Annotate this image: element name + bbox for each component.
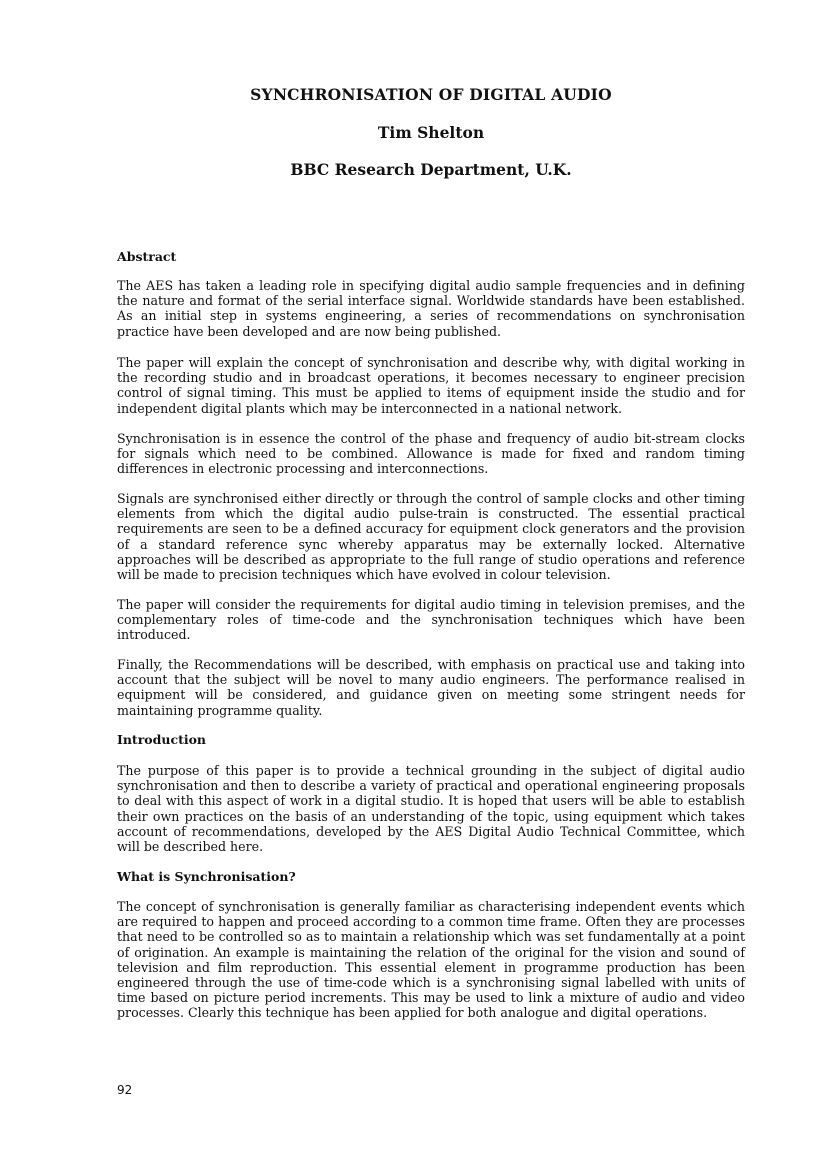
author-affiliation: BBC Research Department, U.K. [290,160,572,179]
paper-title: SYNCHRONISATION OF DIGITAL AUDIO [250,85,612,104]
introduction-heading: Introduction [117,732,207,747]
section-heading-what-is-synchronisation: What is Synchronisation? [117,869,296,884]
abstract-paragraph: Signals are synchronised either directly or through the control of sample clocks and other timing elements from which the digital audio pulse-train is constructed. The essential practical requirements are seen to be a defined accuracy for equipment clock generators and the provision of a standard reference sync whereby apparatus may be externally locked. Alternative approaches will be described as appropriate to the full range of studio operations and reference will be made to precision techniques which have evolved in colour television. [117,491,745,583]
abstract-paragraph: Finally, the Recommendations will be described, with emphasis on practical use and taking into account that the subject will be novel to many audio engineers. The performance realised in equipment will be considered, and guidance given on meeting some stringent needs for maintaining programme quality. [117,657,745,718]
author-name: Tim Shelton [377,123,485,142]
abstract-paragraph: The paper will consider the requirements for digital audio timing in television premises, and the complementary roles of time-code and the synchronisation techniques which have been introduced. [117,597,745,643]
abstract-paragraph: Synchronisation is in essence the control of the phase and frequency of audio bit-stream clocks for signals which need to be combined. Allowance is made for fixed and random timing differences in electronic processing and interconnections. [117,431,745,477]
section-paragraph: The concept of synchronisation is generally familiar as characterising independent events which are required to happen and proceed according to a common time frame. Often they are processes that need to be controlled so as to maintain a relationship which was set fundamentally at a point of origination. An example is maintaining the relation of the original for the vision and sound of television and film reproduction. This essential element in programme production has been engineered through the use of time-code which is a synchronising signal labelled with units of time based on picture period increments. This may be used to link a mixture of audio and video processes. Clearly this technique has been applied for both analogue and digital operations. [117,899,745,1021]
abstract-heading: Abstract [117,249,177,264]
page-number: 92 [117,1083,133,1097]
abstract-paragraph: The paper will explain the concept of synchronisation and describe why, with digital working in the recording studio and in broadcast operations, it becomes necessary to engineer precision control of signal timing. This must be applied to items of equipment inside the studio and for independent digital plants which may be interconnected in a national network. [117,355,745,416]
abstract-paragraph: The AES has taken a leading role in specifying digital audio sample frequencies and in defining the nature and format of the serial interface signal. Worldwide standards have been established. As an initial step in systems engineering, a series of recommendations on synchronisation practice have been developed and are now being published. [117,278,745,339]
introduction-paragraph: The purpose of this paper is to provide a technical grounding in the subject of digital audio synchronisation and then to describe a variety of practical and operational engineering proposals to deal with this aspect of work in a digital studio. It is hoped that users will be able to establish their own practices on the basis of an understanding of the topic, using equipment which takes account of recommendations, developed by the AES Digital Audio Technical Committee, which will be described here. [117,763,745,855]
